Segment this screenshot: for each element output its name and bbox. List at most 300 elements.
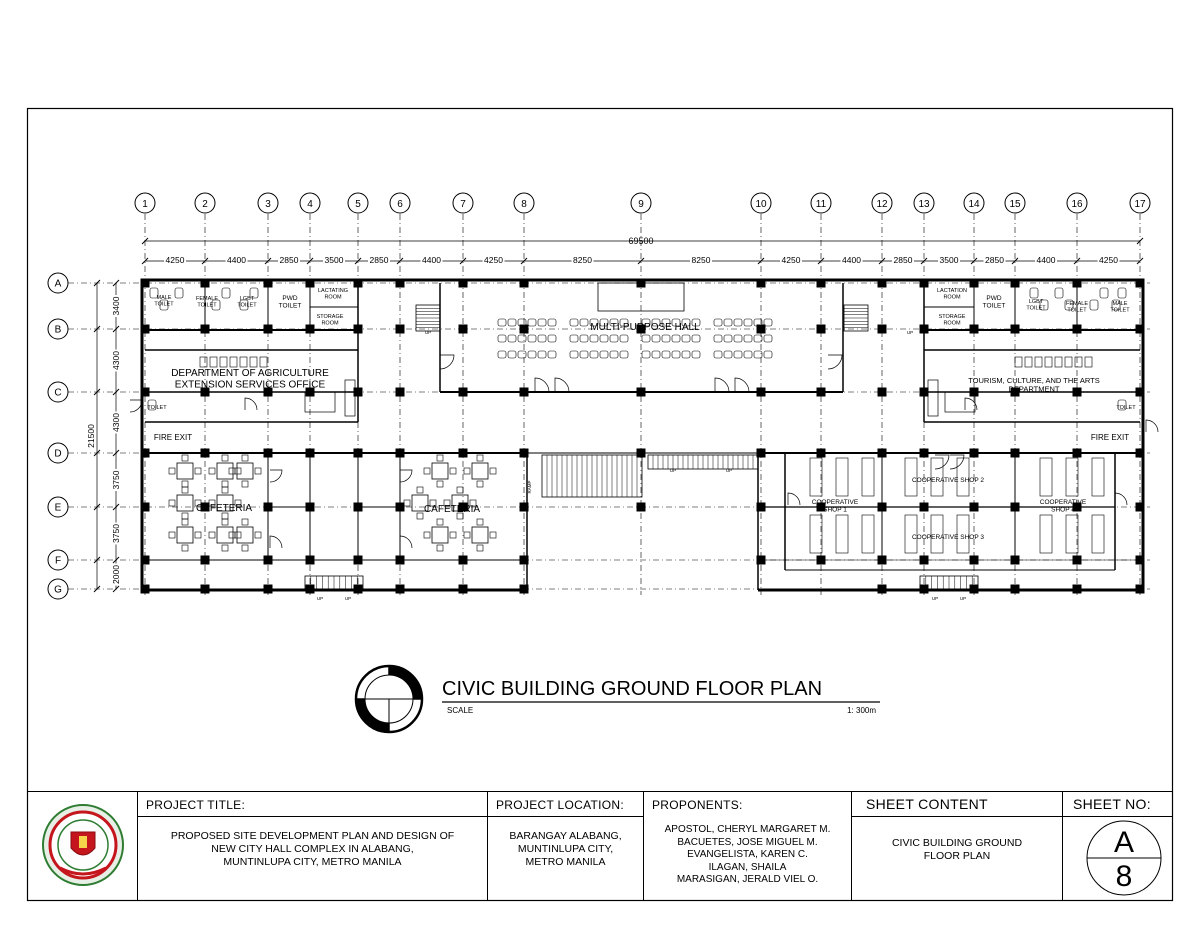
chair bbox=[195, 468, 201, 474]
stair-north-right bbox=[844, 305, 868, 331]
grid-label-5: 5 bbox=[355, 199, 361, 210]
structural-column bbox=[1011, 556, 1020, 565]
hall-chair bbox=[528, 319, 536, 326]
cafeteria-table bbox=[169, 519, 201, 551]
hall-chair bbox=[662, 351, 670, 358]
scale-value: 1: 300m bbox=[847, 706, 876, 715]
sheet-no-cell bbox=[1063, 792, 1172, 900]
structural-column bbox=[970, 556, 979, 565]
structural-column bbox=[264, 585, 273, 594]
structural-column bbox=[920, 585, 929, 594]
chair bbox=[450, 532, 456, 538]
hall-chair bbox=[600, 351, 608, 358]
sheet-content-value: CIVIC BUILDING GROUND FLOOR PLAN bbox=[891, 837, 1023, 862]
table-top bbox=[217, 527, 233, 543]
hall-chair bbox=[744, 335, 752, 342]
structural-column bbox=[817, 449, 826, 458]
structural-column bbox=[878, 325, 887, 334]
proponents-value: APOSTOL, CHERYL MARGARET M. BACUETES, JOSE MIGUEL M. EVANGELISTA, KAREN C. ILAGAN, SHAILA MARASIGAN, JERALD VIEL O. bbox=[664, 824, 831, 885]
hall-chair bbox=[548, 319, 556, 326]
structural-column bbox=[878, 279, 887, 288]
row-spacing-label: 3750 bbox=[111, 524, 121, 543]
column-spacing-label: 2850 bbox=[279, 255, 299, 265]
structural-column bbox=[1011, 585, 1020, 594]
workstation bbox=[230, 357, 237, 367]
chair bbox=[437, 455, 443, 461]
door-swing bbox=[400, 536, 412, 548]
toilet-fixture bbox=[222, 288, 230, 298]
structural-column bbox=[878, 556, 887, 565]
hall-chair bbox=[724, 319, 732, 326]
drawing-title: CIVIC BUILDING GROUND FLOOR PLAN bbox=[442, 678, 823, 700]
label-ramp: RAMP bbox=[527, 480, 532, 494]
label-cooperative-shop-2: COOPERATIVE SHOP 2 bbox=[911, 477, 985, 484]
grid-label-8: 8 bbox=[521, 199, 527, 210]
table-top bbox=[472, 463, 488, 479]
structural-column bbox=[396, 449, 405, 458]
structural-column bbox=[970, 585, 979, 594]
grid-label-3: 3 bbox=[265, 199, 271, 210]
shop-shelf bbox=[862, 458, 874, 496]
structural-column bbox=[920, 325, 929, 334]
label-cafeteria-1: CAFETERIA bbox=[195, 503, 253, 514]
column-spacing-label: 4400 bbox=[1036, 255, 1056, 265]
column-spacing-label: 4250 bbox=[1099, 255, 1118, 265]
hall-chair bbox=[662, 335, 670, 342]
proponents-cell bbox=[644, 792, 851, 900]
table-top bbox=[177, 495, 193, 511]
column-spacing-label: 2850 bbox=[369, 255, 389, 265]
grid-label-7: 7 bbox=[460, 199, 466, 210]
structural-column bbox=[141, 556, 150, 565]
label-cooperative-shop-4: COOPERATIVE SHOP 4 bbox=[1039, 499, 1087, 514]
structural-column bbox=[920, 279, 929, 288]
hall-chair bbox=[620, 335, 628, 342]
chair bbox=[222, 455, 228, 461]
title-symbol bbox=[356, 666, 422, 732]
structural-column bbox=[306, 503, 315, 512]
structural-column bbox=[396, 585, 405, 594]
chair bbox=[437, 519, 443, 525]
structural-column bbox=[354, 388, 363, 397]
structural-column bbox=[459, 585, 468, 594]
row-spacing-label: 3750 bbox=[111, 470, 121, 490]
sheet-letter: A bbox=[1113, 826, 1134, 859]
hall-chair bbox=[538, 319, 546, 326]
hall-chair bbox=[734, 335, 742, 342]
structural-column bbox=[1136, 388, 1145, 397]
column-spacing-label: 3500 bbox=[324, 255, 344, 265]
structural-column bbox=[637, 388, 646, 397]
structural-column bbox=[354, 279, 363, 288]
column-spacing-label: 4250 bbox=[165, 255, 185, 265]
structural-column bbox=[520, 585, 529, 594]
structural-column bbox=[459, 279, 468, 288]
grid-label-F: F bbox=[54, 555, 62, 567]
structural-column bbox=[757, 388, 766, 397]
workstation bbox=[1025, 357, 1032, 367]
cafeteria-table bbox=[464, 455, 496, 487]
structural-column bbox=[264, 279, 273, 288]
structural-column bbox=[817, 279, 826, 288]
door-swing bbox=[1146, 420, 1158, 432]
structural-column bbox=[306, 556, 315, 565]
hall-chair bbox=[620, 351, 628, 358]
workstation bbox=[1045, 357, 1052, 367]
cafeteria-table bbox=[209, 519, 241, 551]
shop-shelf bbox=[810, 458, 822, 496]
hall-chair bbox=[734, 351, 742, 358]
grid-label-15: 15 bbox=[1009, 199, 1021, 210]
chair bbox=[169, 468, 175, 474]
chair bbox=[417, 487, 423, 493]
shop-shelf bbox=[1092, 515, 1104, 553]
hall-chair bbox=[570, 351, 578, 358]
hall-chair bbox=[580, 319, 588, 326]
hall-chair bbox=[642, 335, 650, 342]
row-spacing-label: 4300 bbox=[111, 351, 121, 370]
shop-shelf bbox=[1040, 515, 1052, 553]
chair bbox=[222, 487, 228, 493]
hall-chair bbox=[672, 351, 680, 358]
grid-label-16: 16 bbox=[1071, 199, 1083, 210]
toilet-fixture bbox=[1055, 288, 1063, 298]
grid-label-4: 4 bbox=[307, 199, 313, 210]
structural-column bbox=[459, 556, 468, 565]
structural-column bbox=[1136, 279, 1145, 288]
structural-column bbox=[1073, 325, 1082, 334]
grid-label-13: 13 bbox=[918, 199, 930, 210]
grid-label-12: 12 bbox=[876, 199, 888, 210]
label-fire-exit-left: FIRE EXIT bbox=[153, 433, 193, 442]
structural-column bbox=[306, 279, 315, 288]
workstation bbox=[200, 357, 207, 367]
label-lgbt-toilet-right: LGBT TOILET bbox=[1026, 299, 1046, 312]
structural-column bbox=[264, 325, 273, 334]
structural-column bbox=[396, 503, 405, 512]
shelving bbox=[345, 380, 355, 416]
hall-chair bbox=[692, 351, 700, 358]
structural-column bbox=[141, 279, 150, 288]
structural-column bbox=[354, 585, 363, 594]
cafeteria-table bbox=[424, 455, 456, 487]
structural-column bbox=[201, 325, 210, 334]
workstation bbox=[260, 357, 267, 367]
stair-south-right bbox=[920, 576, 978, 590]
chair bbox=[490, 468, 496, 474]
chair bbox=[182, 455, 188, 461]
shop-shelf bbox=[836, 458, 848, 496]
structural-column bbox=[520, 556, 529, 565]
toilet-fixture bbox=[175, 288, 183, 298]
structural-column bbox=[264, 556, 273, 565]
table-top bbox=[432, 527, 448, 543]
hall-chair bbox=[508, 335, 516, 342]
hall-chair bbox=[764, 335, 772, 342]
structural-column bbox=[637, 503, 646, 512]
structural-column bbox=[264, 503, 273, 512]
hall-chair bbox=[714, 319, 722, 326]
column-spacing-label: 8250 bbox=[691, 255, 711, 265]
label-male-toilet-right: MALE TOILET bbox=[1110, 301, 1130, 314]
cafeteria-table bbox=[464, 519, 496, 551]
toilet-fixture bbox=[1118, 288, 1126, 298]
grid-label-E: E bbox=[54, 502, 62, 514]
hall-chair bbox=[672, 335, 680, 342]
sheet-number: 8 bbox=[1115, 860, 1133, 893]
hall-chair bbox=[610, 335, 618, 342]
hall-chair bbox=[570, 335, 578, 342]
structural-column bbox=[354, 556, 363, 565]
structural-column bbox=[970, 449, 979, 458]
chair bbox=[242, 519, 248, 525]
workstation bbox=[1035, 357, 1042, 367]
structural-column bbox=[1011, 449, 1020, 458]
hall-chair bbox=[498, 351, 506, 358]
hall-chair bbox=[764, 351, 772, 358]
structural-column bbox=[141, 503, 150, 512]
structural-column bbox=[1073, 279, 1082, 288]
hall-chair bbox=[600, 335, 608, 342]
chair bbox=[182, 513, 188, 519]
chair bbox=[464, 532, 470, 538]
shop-shelf bbox=[810, 515, 822, 553]
shop-shelf bbox=[862, 515, 874, 553]
chair bbox=[222, 545, 228, 551]
column-spacing-label: 4400 bbox=[842, 255, 861, 265]
structural-column bbox=[757, 556, 766, 565]
table-top bbox=[177, 527, 193, 543]
workstation bbox=[210, 357, 217, 367]
chair bbox=[457, 487, 463, 493]
structural-column bbox=[878, 503, 887, 512]
project-location-label: PROJECT LOCATION: bbox=[496, 798, 625, 812]
door-swing bbox=[788, 493, 800, 505]
column-spacing-label: 4400 bbox=[227, 255, 246, 265]
label-up: UP bbox=[959, 596, 967, 601]
structural-column bbox=[141, 325, 150, 334]
cafeteria-table bbox=[229, 455, 261, 487]
label-storage-room-right: STORAGE ROOM bbox=[938, 314, 966, 327]
column-spacing-label: 3500 bbox=[939, 255, 959, 265]
door-swing bbox=[400, 470, 412, 482]
table-top bbox=[237, 463, 253, 479]
table-top bbox=[217, 463, 233, 479]
structural-column bbox=[637, 279, 646, 288]
chair bbox=[437, 481, 443, 487]
grid-label-9: 9 bbox=[638, 199, 644, 210]
hall-chair bbox=[692, 335, 700, 342]
shop-shelf bbox=[1040, 458, 1052, 496]
label-lgbt-toilet-left: LGBT TOILET bbox=[237, 296, 257, 309]
door-swing bbox=[270, 470, 282, 482]
chair bbox=[477, 455, 483, 461]
structural-column bbox=[141, 449, 150, 458]
label-pwd-toilet-right: PWD TOILET bbox=[982, 295, 1006, 310]
cafeteria-table bbox=[169, 455, 201, 487]
hall-chair bbox=[590, 335, 598, 342]
chair bbox=[182, 519, 188, 525]
workstation bbox=[250, 357, 257, 367]
hall-chair bbox=[528, 335, 536, 342]
structural-column bbox=[1136, 503, 1145, 512]
chair bbox=[490, 532, 496, 538]
column-spacing-label: 4400 bbox=[422, 255, 441, 265]
structural-column bbox=[817, 388, 826, 397]
toilet-fixture bbox=[1030, 288, 1038, 298]
project-location-value: BARANGAY ALABANG, MUNTINLUPA CITY, METRO MANILA bbox=[509, 830, 622, 868]
structural-column bbox=[520, 449, 529, 458]
label-male-toilet-left: MALE TOILET bbox=[154, 295, 174, 308]
hall-chair bbox=[682, 335, 690, 342]
hall-chair bbox=[498, 319, 506, 326]
structural-column bbox=[1073, 556, 1082, 565]
structural-column bbox=[878, 449, 887, 458]
cafeteria-table bbox=[229, 519, 261, 551]
overall-depth-label: 21500 bbox=[86, 424, 96, 448]
structural-column bbox=[920, 388, 929, 397]
chair bbox=[242, 545, 248, 551]
chair bbox=[255, 468, 261, 474]
hall-chair bbox=[508, 319, 516, 326]
chair bbox=[195, 532, 201, 538]
chair bbox=[404, 500, 410, 506]
structural-column bbox=[459, 449, 468, 458]
structural-column bbox=[354, 325, 363, 334]
grid-label-2: 2 bbox=[202, 199, 208, 210]
hall-chair bbox=[652, 335, 660, 342]
chair bbox=[235, 532, 241, 538]
label-cooperative-shop-1: COOPERATIVE SHOP 1 bbox=[811, 499, 859, 514]
chair bbox=[182, 545, 188, 551]
chair bbox=[424, 468, 430, 474]
chair bbox=[464, 468, 470, 474]
workstation bbox=[220, 357, 227, 367]
hall-chair bbox=[610, 351, 618, 358]
chair bbox=[477, 545, 483, 551]
chair bbox=[229, 468, 235, 474]
shop-shelf bbox=[1092, 458, 1104, 496]
label-cooperative-shop-3: COOPERATIVE SHOP 3 bbox=[911, 534, 985, 541]
door-swing bbox=[935, 455, 949, 469]
structural-column bbox=[817, 556, 826, 565]
structural-column bbox=[970, 279, 979, 288]
structural-column bbox=[141, 585, 150, 594]
label-up: UP bbox=[424, 330, 432, 335]
grid-label-C: C bbox=[54, 387, 62, 399]
door-swing bbox=[1115, 493, 1127, 505]
hall-chair bbox=[538, 335, 546, 342]
hall-chair bbox=[590, 351, 598, 358]
structural-column bbox=[201, 279, 210, 288]
hall-chair bbox=[714, 335, 722, 342]
structural-column bbox=[1136, 449, 1145, 458]
hall-chair bbox=[714, 351, 722, 358]
chair bbox=[424, 532, 430, 538]
overall-width-label: 69500 bbox=[628, 236, 654, 246]
hall-chair bbox=[538, 351, 546, 358]
chair bbox=[235, 468, 241, 474]
hall-chair bbox=[498, 335, 506, 342]
hall-chair bbox=[518, 335, 526, 342]
project-title-value: PROPOSED SITE DEVELOPMENT PLAN AND DESIGN OF NEW CITY HALL COMPLEX IN ALABANG, MUNTINLUPA CITY, METRO MANILA bbox=[170, 830, 455, 868]
hall-chair bbox=[734, 319, 742, 326]
row-spacing-label: 4300 bbox=[111, 413, 121, 432]
structural-column bbox=[878, 388, 887, 397]
chair bbox=[209, 532, 215, 538]
stair-landing-upper bbox=[648, 455, 758, 469]
structural-column bbox=[1073, 449, 1082, 458]
label-pwd-toilet-left: PWD TOILET bbox=[278, 295, 302, 310]
cafeteria-table bbox=[209, 455, 241, 487]
chair bbox=[222, 481, 228, 487]
structural-column bbox=[1073, 388, 1082, 397]
structural-column bbox=[396, 556, 405, 565]
workstation bbox=[1055, 357, 1062, 367]
table-top bbox=[177, 463, 193, 479]
project-title-cell bbox=[138, 792, 487, 900]
row-spacing-label: 3400 bbox=[111, 296, 121, 316]
label-lactating-room: LACTATING ROOM bbox=[317, 288, 349, 301]
structural-column bbox=[459, 388, 468, 397]
hall-chair bbox=[508, 351, 516, 358]
structural-column bbox=[1073, 585, 1082, 594]
university-seal-logo bbox=[43, 805, 123, 885]
column-spacing-label: 2850 bbox=[985, 255, 1004, 265]
chair bbox=[182, 481, 188, 487]
label-dept-agriculture: DEPARTMENT OF AGRICULTURE EXTENSION SERVICES OFFICE bbox=[171, 368, 329, 391]
stair-north-left bbox=[416, 305, 440, 331]
hall-chair bbox=[518, 351, 526, 358]
grid-label-A: A bbox=[54, 278, 62, 290]
shop-shelf bbox=[1066, 515, 1078, 553]
toilet-fixture bbox=[1090, 300, 1098, 310]
grid-label-14: 14 bbox=[968, 199, 980, 210]
column-spacing-label: 4250 bbox=[781, 255, 801, 265]
column-spacing-label: 2850 bbox=[893, 255, 913, 265]
structural-column bbox=[1136, 325, 1145, 334]
structural-column bbox=[757, 325, 766, 334]
chair bbox=[229, 532, 235, 538]
door-swing bbox=[555, 378, 569, 392]
door-swing bbox=[735, 378, 749, 392]
label-toilet-left: TOILET bbox=[147, 405, 167, 411]
hall-chair bbox=[744, 319, 752, 326]
structural-column bbox=[1011, 325, 1020, 334]
column-spacing-label: 8250 bbox=[573, 255, 592, 265]
project-title-label: PROJECT TITLE: bbox=[146, 798, 246, 812]
sheet-content-cell bbox=[852, 792, 1062, 900]
label-up: UP bbox=[669, 468, 677, 473]
structural-column bbox=[459, 325, 468, 334]
chair bbox=[169, 532, 175, 538]
hall-chair bbox=[724, 351, 732, 358]
cafeteria-table bbox=[424, 519, 456, 551]
row-spacing-label: 2000 bbox=[111, 565, 121, 584]
workstation bbox=[1085, 357, 1092, 367]
structural-column bbox=[757, 279, 766, 288]
structural-column bbox=[396, 279, 405, 288]
toilet-fixture bbox=[1100, 288, 1108, 298]
shelving bbox=[928, 380, 938, 416]
table-top bbox=[472, 527, 488, 543]
grid-label-10: 10 bbox=[755, 199, 767, 210]
sheet-no-label: SHEET NO: bbox=[1073, 796, 1151, 812]
label-fire-exit-right: FIRE EXIT bbox=[1090, 433, 1130, 442]
shop-shelf bbox=[1066, 458, 1078, 496]
door-swing bbox=[715, 378, 729, 392]
label-up: UP bbox=[725, 468, 733, 473]
